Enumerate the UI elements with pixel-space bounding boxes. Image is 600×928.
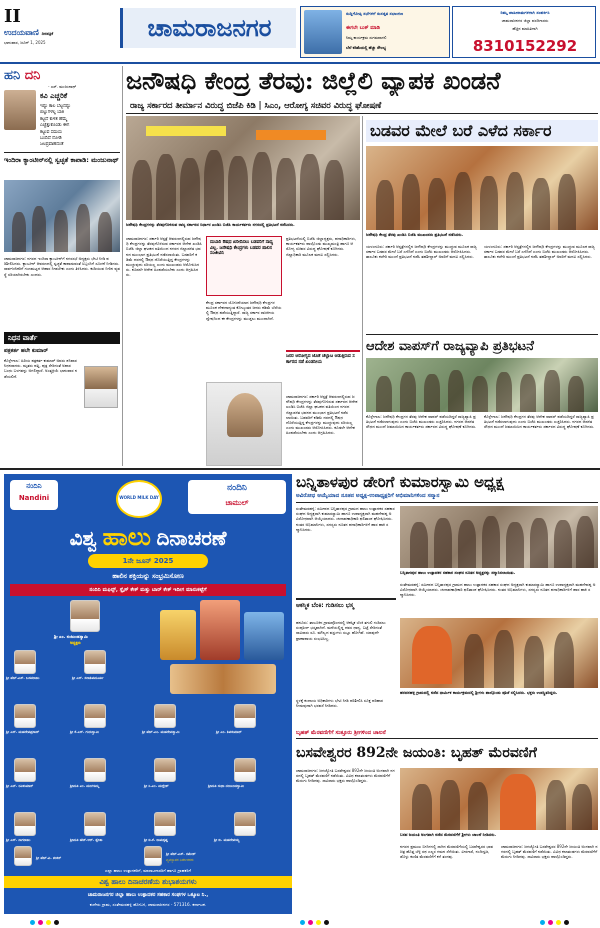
chamul-logo-sub: ಚಾಮುಲ್: [225, 499, 249, 507]
ad-wish-line: ಎಲ್ಲಾ ಹಾಲು ಉತ್ಪಾದಕರಿಗೆ, ಮಾರಾಟಗಾರರಿಗೆ ಹಾಗೂ ಗ್ರಾಹಕರಿಗೆ: [104, 868, 192, 873]
obit-name: ಪತ್ರಕರ್ತ ಹಲೇ ಕುಮಾರ್: [4, 348, 49, 354]
badge-text: WORLD MILK DAY: [119, 495, 159, 500]
lead-subheadline: ರಾಜ್ಯ ಸರ್ಕಾರದ ತೀರ್ಮಾನ ವಿರುದ್ಧ ಬಿಜೆಪಿ ಕಿಡಿ | ಸಿಎಂ, ಆರೋಗ್ಯ ಸಚಿವರ ವಿರುದ್ಧ ಘೋಷಣೆ: [126, 98, 598, 112]
md-name: ಶ್ರೀ ಹೆಚ್.ಎಸ್. ರಮೇಶ್: [166, 852, 196, 856]
ad-contact-sub: ಚಾಮರಾಜನಗರ ಜಿಲ್ಲಾ ವರದಿಗಾರರು: [501, 18, 549, 23]
paper-name: ಉದಯವಾಣಿ: [4, 28, 39, 37]
chamul-logo: [188, 480, 286, 514]
story4-subheadline: ಅವಿರೋಧ ಆಯ್ಕೆಯಾದ ನೂತನ ಅಧ್ಯಕ್ಷ-ಉಪಾಧ್ಯಕ್ಷರಿಗೆ ಅಭಿಮಾನಿಗಳಿಂದ ಸನ್ಮಾನ: [296, 493, 440, 499]
story2-caption: ಜನೌಷಧಿ ಕೇಂದ್ರ ತೆರವು ಖಂಡಿಸಿ ಬಿಜೆಪಿ ಮುಖಂಡರು ಪ್ರತಿಭಟನೆ ನಡೆಸಿದರು.: [366, 232, 464, 237]
director-name: ಶ್ರೀ ಎಸ್. ಸದಾಶಿವಮೂರ್ತಿ: [72, 676, 104, 680]
sidebar-rule: [4, 152, 120, 153]
director-portrait: [14, 758, 36, 782]
paper-logo: [4, 28, 53, 38]
director-name: ಶ್ರೀಮತಿ ಹೆಚ್.ಆರ್. ಶ್ವೇತಾ: [70, 838, 103, 842]
ad-contact-name: ಹೆಚ್ಚಿನ ಮಾಹಿತಿಗಾಗಿ: [512, 26, 538, 31]
story4-photo-caption: ಹರದನಹಳ್ಳಿ ಗ್ರಾಮದಲ್ಲಿ ನಡೆದ ಧಾರ್ಮಿಕ ಕಾರ್ಯಕ್ರಮದಲ್ಲಿ ಶ್ರೀಗಳು ಪಾಲ್ಗೊಂಡು ಪೂಜೆ ಸಲ್ಲಿಸಿದರು. ಭಕ್ತರು ಉಪಸ್ಥಿತರಿದ್ದರು.: [400, 690, 558, 695]
ad-hall-foot: ಬೆಲೆ ಕಡಿಮೆಯಲ್ಲಿ ಹೆಚ್ಚು ಸೌಲಭ್ಯ: [346, 45, 386, 50]
poem-line: ಕಟ್ಟುವ ಸಮಯ: [40, 129, 62, 135]
director-name: ಶ್ರೀ ಹೆಚ್.ಪಿ. ಶಂಕರ್: [36, 856, 62, 860]
sidebar-byline: - ಎಸ್. ಮಂಜುನಾಥ್: [48, 84, 77, 89]
director-name: ಶ್ರೀ ಡಿ.ಕೆ. ರಾಮಕೃಷ್ಣ: [144, 838, 168, 842]
sidebar-poet-photo: [4, 90, 36, 130]
ad-hall-line: ನಿಮ್ಮ ಕಾರ್ಯಕ್ರಮ ಸುಗಮವಾಗಲಿ: [346, 35, 387, 40]
lead-col-right: ಪ್ರತಿಭಟನೆಯಲ್ಲಿ ಬಿಜೆಪಿ ಜಿಲ್ಲಾಧ್ಯಕ್ಷರು, ಪದಾಧಿಕಾರಿಗಳು, ಕಾರ್ಯಕರ್ತರು ಪಾಲ್ಗೊಂಡು ಮುಖ್ಯಮಂತ್ರಿ ಹಾಗೂ ಆರೋಗ್ಯ ಸಚಿವರ ವಿರುದ್ಧ ಘೋಷಣೆ ಕೂಗಿದರು. ಜಿಲ್ಲಾಧಿಕಾರಿ ಮೂಲಕ ಮನವಿ ಸಲ್ಲಿಸಿದರು.: [286, 236, 357, 257]
director-name: ಶ್ರೀ ಸಿ.ಎಂ. ಮಲ್ಲೇಶ್: [144, 784, 169, 788]
director-portrait: [154, 704, 176, 728]
story5-label-line: ಬೃಹತ್ ಮೆರವಣಿಗೆಗೆ ಸುತ್ತೂರು ಶ್ರೀಗಳಿಂದ ಚಾಲನೆ: [296, 730, 386, 736]
story4-caption: ಬನ್ನಿತಾಳಪುರ ಹಾಲು ಉತ್ಪಾದಕರ ಸಹಕಾರ ಸಂಘದ ನೂತನ ಅಧ್ಯಕ್ಷರನ್ನು ಸನ್ಮಾನಿಸಲಾಯಿತು.: [400, 570, 516, 575]
poem-line: ಬಿಲ್ಲುಗಳೆಲ್ಲ ಬಾಕಿ: [40, 110, 64, 116]
ad-products: [160, 600, 286, 696]
story5-body-3: ಚಾಮರಾಜನಗರ: ಜಗಜ್ಯೋತಿ ಬಸವೇಶ್ವರರ 892ನೇ ಜಯಂತಿ ಅಂಗವಾಗಿ ನಗರದಲ್ಲಿ ಬೃಹತ್ ಮೆರವಣಿಗೆ ನಡೆಯಿತು. ವಿವಿಧ ಕಲಾತಂಡಗಳು ಮೆರವಣಿಗೆಗೆ ಮೆರುಗು ನೀಡಿದವು. ಸಾವಿರಾರು ಭಕ್ತರು ಪಾಲ್ಗೊಂಡಿದ್ದರು.: [501, 844, 598, 860]
story5-body-2: ನಗರದ ಪ್ರಮುಖ ಬೀದಿಗಳಲ್ಲಿ ಸಾಗಿದ ಮೆರವಣಿಗೆಯಲ್ಲಿ ಬಸವೇಶ್ವರರ ಭಾವಚಿತ್ರ ಹೊತ್ತ ಬೆಳ್ಳಿ ರಥ ಎಲ್ಲರ ಗಮನ ಸೆಳೆಯಿತು. ವೀರಗಾಸೆ, ನಂದಿಧ್ವಜ, ಡೊಳ್ಳು ಕುಣಿತ ಮೆರವಣಿಗೆಗೆ ಕಳೆ ತಂದವು.: [400, 844, 494, 860]
director-name: ಶ್ರೀ ಬಿ. ಮಹದೇವಯ್ಯ: [214, 838, 240, 842]
director-name: ಶ್ರೀ ಎಂ. ಶಿವಕುಮಾರ್: [216, 730, 242, 734]
lead-inset-photo: [206, 382, 282, 466]
lead-quote-2: ಜನರ ಆರೋಗ್ಯದ ಜೊತೆ ಚೆಲ್ಲಾಟ ಆಡುತ್ತಿರುವ ಸರ್ಕಾರದ ನಡೆ ಖಂಡನೀಯ: [286, 354, 355, 365]
ad-footer-2: ಕುದೇರು ಗ್ರಾಮ, ಸಂತೇಮರಹಳ್ಳಿ ಹೋಬಳಿ, ಚಾಮರಾಜನಗರ - 571316. ಕರ್ನಾಟಕ.: [89, 902, 207, 907]
edition-title: ಚಾಮರಾಜನಗರ: [120, 8, 296, 48]
side-story-body: ಹನೂರು: ತಾಲೂಕಿನ ಗ್ರಾಮವೊಂದರಲ್ಲಿ ಆಕಸ್ಮಿಕ ಬೆಂಕಿ ತಗುಲಿ ಗುಡಿಸಲು ಸಂಪೂರ್ಣ ಭಸ್ಮವಾಗಿದೆ. ಮನೆಯಲ್ಲಿದ್ದ ದವಸ ಧಾನ್ಯ, ಬಟ್ಟೆ ಸೇರಿದಂತೆ ಸಾವಿರಾರು ರೂ. ಮೌಲ್ಯದ ವಸ್ತುಗಳು ಸುಟ್ಟು ಹೋಗಿವೆ. ಯಾವುದೇ ಪ್ರಾಣಾಪಾಯ ಸಂಭವಿಸಿಲ್ಲ.: [296, 620, 386, 641]
director-name: ಶ್ರೀ ಹೆಚ್.ಎಂ. ಮಹದೇವಸ್ವಾಮಿ: [142, 730, 180, 734]
director-portrait: [234, 758, 256, 782]
director-name: ಶ್ರೀ ಎಸ್. ನಾಗರಾಜು: [6, 838, 31, 842]
md-portrait: [144, 846, 162, 866]
story5-caption: ಬಸವ ಜಯಂತಿ ಅಂಗವಾಗಿ ನಡೆದ ಮೆರವಣಿಗೆಗೆ ಶ್ರೀಗಳು ಚಾಲನೆ ನೀಡಿದರು.: [400, 832, 497, 837]
poem: [40, 104, 120, 149]
print-marks: [0, 918, 600, 926]
lead-headline: ಜನೌಷಧಿ ಕೇಂದ್ರ ತೆರವು: ಜಿಲ್ಲೆಲಿ ವ್ಯಾಪಕ ಖಂಡನೆ: [126, 66, 501, 95]
edition-tag: ದಿನಪತ್ರಿಕೆ: [41, 31, 54, 36]
nandini-ad[interactable]: [4, 474, 292, 914]
story5-body: ಚಾಮರಾಜನಗರ: ಜಗಜ್ಯೋತಿ ಬಸವೇಶ್ವರರ 892ನೇ ಜಯಂತಿ ಅಂಗವಾಗಿ ನಗರದಲ್ಲಿ ಬೃಹತ್ ಮೆರವಣಿಗೆ ನಡೆಯಿತು. ವಿವಿಧ ಕಲಾತಂಡಗಳು ಮೆರವಣಿಗೆಗೆ ಮೆರುಗು ನೀಡಿದವು. ಸಾವಿರಾರು ಭಕ್ತರು ಪಾಲ್ಗೊಂಡಿದ್ದರು.: [296, 768, 395, 784]
lead-col-mid: ಕೇಂದ್ರ ಸರ್ಕಾರದ ಯೋಜನೆಯಾದ ಜನೌಷಧಿ ಕೇಂದ್ರಗಳ ಮೂಲಕ ದೇಶದಾದ್ಯಂತ ಕೋಟ್ಯಂತರ ಜನರು ಕಡಿಮೆ ಬೆಲೆಯಲ್ಲಿ ಔಷಧ ಪಡೆಯುತ್ತಿದ್ದಾರೆ. ರಾಜ್ಯ ಸರ್ಕಾರ ರಾಜಕೀಯ ದ್ವೇಷದಿಂದ ಈ ಕೇಂದ್ರಗಳನ್ನು ಮುಚ್ಚಲು ಮುಂದಾಗಿದೆ.: [206, 300, 282, 321]
story5-photo: [400, 768, 598, 830]
director-portrait: [234, 812, 256, 836]
chamul-logo-name: ನಂದಿನಿ: [227, 483, 247, 493]
poem-line: ಇಷ್ಟು ಕಾಲ ಬೆಟ್ಟದಷ್ಟು: [40, 104, 71, 109]
masthead-ad-hall[interactable]: [300, 6, 450, 58]
nandini-logo-kn: ನಂದಿನಿ: [26, 482, 42, 490]
sidebar-brand-b: ದನಿ: [24, 68, 41, 83]
story5-headline: ಬಸವೇಶ್ವರರ 892ನೇ ಜಯಂತಿ: ಬೃಹತ್ ಮೆರವಣಿಗೆ: [296, 745, 537, 761]
masthead-ad-contact[interactable]: [452, 6, 596, 58]
story3-headline: ಆದೇಶ ವಾಪಸ್‌ಗೆ ರಾಜ್ಯವ್ಯಾಪಿ ಪ್ರತಿಭಟನೆ: [366, 339, 534, 354]
lead-quote-1: ದುಬಾರಿ ಔಷಧ ಖರೀದಿಸಲು ಬಡವರಿಗೆ ಸಾಧ್ಯವಿಲ್ಲ. ಜನೌಷಧಿ ಕೇಂದ್ರಗಳು ಬಡವರ ಪಾಲಿನ ಸಂಜೀವಿನಿ: [210, 240, 274, 257]
poem-line: ಎಚ್ಚೆತ್ತುಕೊಂಡು ಈಗ: [40, 123, 70, 129]
story4-headline: ಬನ್ನಿತಾಳಪುರ ಡೇರಿಗೆ ಕುಮಾರಸ್ವಾಮಿ ಅಧ್ಯಕ್ಷ: [296, 473, 504, 491]
story3-body-col2: ಕೊಳ್ಳೇಗಾಲ: ಜನೌಷಧಿ ಕೇಂದ್ರಗಳ ತೆರವು ಆದೇಶ ವಾಪಸ್ ಪಡೆಯದಿದ್ದರೆ ರಾಜ್ಯವ್ಯಾಪಿ ಪ್ರತಿಭಟನೆ ನಡೆಸಲಾಗುವುದು ಎಂದು ಬಿಜೆಪಿ ಮುಖಂಡರು ಎಚ್ಚರಿಸಿದರು. ನಗರದ ಆಡಳಿತ ಸೌಧದ ಮುಂದೆ ಜಮಾಯಿಸಿದ ಕಾರ್ಯಕರ್ತರು ಸರ್ಕಾರದ ವಿರುದ್ಧ ಘೋಷಣೆ ಕೂಗಿದರು.: [484, 414, 595, 430]
date-line: ಭಾನುವಾರ, ಜೂನ್ 1, 2025: [4, 40, 46, 45]
director-name: ಶ್ರೀ ಹೆಚ್.ಎಸ್. ಬಸವರಾಜು: [6, 676, 40, 680]
chief-title: ಅಧ್ಯಕ್ಷರು: [70, 640, 81, 645]
side-story-headline: ಆಕಸ್ಮಿಕ ಬೆಂಕಿ: ಗುಡಿಸಲು ಭಸ್ಮ: [296, 602, 354, 609]
story2-divider: [362, 116, 363, 466]
lead-body: ಚಾಮರಾಜನಗರ: ಸರ್ಕಾರಿ ಆಸ್ಪತ್ರೆ ಆವರಣದಲ್ಲಿರುವ ಜನೌಷಧಿ ಕೇಂದ್ರಗಳನ್ನು ತೆರವುಗೊಳಿಸುವ ಸರ್ಕಾರದ ಆದೇಶ ಖಂಡಿಸಿ ಬಿಜೆಪಿ ಜಿಲ್ಲಾ ಘಟಕದ ವತಿಯಿಂದ ನಗರದ ಜಿಲ್ಲಾಡಳಿತ ಭವನದ ಮುಂಭಾಗ ಪ್ರತಿಭಟನೆ ನಡೆಸಲಾಯಿತು. ಬಡವರಿಗೆ ಕಡಿಮೆ ದರದಲ್ಲಿ ಔಷಧ ದೊರೆಯುತ್ತಿದ್ದ ಕೇಂದ್ರಗಳನ್ನು ಮುಚ್ಚುವುದು ಸರಿಯಲ್ಲ ಎಂದು ಮುಖಂಡರು ಆರೋಪಿಸಿದರು. ಕೂಡಲೇ ಆದೇಶ ಹಿಂಪಡೆಯಬೇಕು ಎಂದು ಆಗ್ರಹಿಸಿದರು.: [126, 236, 202, 278]
ad-hall-image: [304, 10, 342, 54]
sidebar-brand: [4, 68, 40, 83]
poem-line: ಜಲಪ್ರವಾಹದಂತೆ: [40, 142, 64, 148]
director-portrait: [84, 758, 106, 782]
poem-line: ಕಟ್ಟದೆ ಕುಳಿತ ಹೆಮ್ಮೆ: [40, 116, 68, 122]
story3-body: ಕೊಳ್ಳೇಗಾಲ: ಜನೌಷಧಿ ಕೇಂದ್ರಗಳ ತೆರವು ಆದೇಶ ವಾಪಸ್ ಪಡೆಯದಿದ್ದರೆ ರಾಜ್ಯವ್ಯಾಪಿ ಪ್ರತಿಭಟನೆ ನಡೆಸಲಾಗುವುದು ಎಂದು ಬಿಜೆಪಿ ಮುಖಂಡರು ಎಚ್ಚರಿಸಿದರು. ನಗರದ ಆಡಳಿತ ಸೌಧದ ಮುಂದೆ ಜಮಾಯಿಸಿದ ಕಾರ್ಯಕರ್ತರು ಸರ್ಕಾರದ ವಿರುದ್ಧ ಘೋಷಣೆ ಕೂಗಿದರು.: [366, 414, 477, 430]
nandini-logo: [10, 480, 58, 510]
director-portrait: [14, 846, 32, 866]
lead-rule: [126, 113, 598, 114]
lead-quote-box: [206, 236, 282, 296]
poem-line: ಬಂದಿದೆ ನೋಡಿ: [40, 136, 62, 142]
director-portrait: [84, 650, 106, 674]
director-portrait: [84, 704, 106, 728]
section-rule: [0, 468, 600, 470]
side-story-body-2: ಸ್ಥಳಕ್ಕೆ ಕಂದಾಯ ಅಧಿಕಾರಿಗಳು ಭೇಟಿ ನೀಡಿ ಪರಿಶೀಲಿಸಿ ಸೂಕ್ತ ಪರಿಹಾರ ನೀಡುವುದಾಗಿ ಭರವಸೆ ನೀಡಿದರು.: [296, 698, 383, 709]
world-milk-day-badge: [116, 480, 162, 518]
director-name: ಶ್ರೀಮತಿ ಸುಧಾ ನಂಜುಂಡಸ್ವಾಮಿ: [208, 784, 244, 788]
ad-contact-top: ನಿಮ್ಮ ಜಾಹೀರಾತುಗಳಿಗಾಗಿ ಸಂಪರ್ಕಿಸಿ: [500, 10, 550, 15]
ad-title-b: ಹಾಲು: [102, 522, 151, 551]
story4-ceremony-photo: [400, 618, 598, 688]
ad-title-a: ವಿಶ್ವ: [69, 526, 98, 550]
lead-quote-box-2: [286, 350, 360, 390]
nandini-logo-en: Nandini: [18, 494, 50, 502]
lead-col-right-more: ಚಾಮರಾಜನಗರ: ಸರ್ಕಾರಿ ಆಸ್ಪತ್ರೆ ಆವರಣದಲ್ಲಿರುವ ಜನೌಷಧಿ ಕೇಂದ್ರಗಳನ್ನು ತೆರವುಗೊಳಿಸುವ ಸರ್ಕಾರದ ಆದೇಶ ಖಂಡಿಸಿ ಬಿಜೆಪಿ ಜಿಲ್ಲಾ ಘಟಕದ ವತಿಯಿಂದ ನಗರದ ಜಿಲ್ಲಾಡಳಿತ ಭವನದ ಮುಂಭಾಗ ಪ್ರತಿಭಟನೆ ನಡೆಸಲಾಯಿತು. ಬಡವರಿಗೆ ಕಡಿಮೆ ದರದಲ್ಲಿ ಔಷಧ ದೊರೆಯುತ್ತಿದ್ದ ಕೇಂದ್ರಗಳನ್ನು ಮುಚ್ಚುವುದು ಸರಿಯಲ್ಲ ಎಂದು ಮುಖಂಡರು ಆರೋಪಿಸಿದರು. ಕೂಡಲೇ ಆದೇಶ ಹಿಂಪಡೆಯಬೇಕು ಎಂದು ಆಗ್ರಹಿಸಿದರು.: [286, 394, 358, 436]
page-number: II: [4, 6, 21, 27]
obit-portrait: [84, 366, 118, 408]
md-title: ವ್ಯವಸ್ಥಾಪಕ ನಿರ್ದೇಶಕರು: [166, 858, 194, 862]
ad-tagline: ಹಾಲಿನ ಶಕ್ತಿಯನ್ನು ಸಂಭ್ರಮಿಸೋಣ: [112, 572, 184, 580]
story4-body: ಸಂತೇಮರಹಳ್ಳಿ: ಸಮೀಪದ ಬನ್ನಿತಾಳಪುರ ಗ್ರಾಮದ ಹಾಲು ಉತ್ಪಾದಕರ ಸಹಕಾರ ಸಂಘದ ಅಧ್ಯಕ್ಷರಾಗಿ ಕುಮಾರಸ್ವಾಮಿ ಹಾಗೂ ಉಪಾಧ್ಯಕ್ಷರಾಗಿ ಮಹದೇವಪ್ಪ ಅವಿರೋಧವಾಗಿ ಆಯ್ಕೆಯಾದರು. ಚುನಾವಣಾಧಿಕಾರಿ ಫಲಿತಾಂಶ ಘೋಷಿಸಿದರು. ನಂತರ ಅಭಿಮಾನಿಗಳು, ಸದಸ್ಯರು ನೂತನ ಪದಾಧಿಕಾರಿಗಳಿಗೆ ಹಾರ ಹಾಕಿ ಸನ್ಮಾನಿಸಿದರು.: [296, 506, 395, 532]
sidebar-story-photo: [4, 180, 120, 252]
chief-name: ಶ್ರೀ ಎಂ. ನಂಜುಂಡಸ್ವಾಮಿ: [54, 634, 89, 639]
sidebar-story-body: ಚಾಮರಾಜನಗರ: ನಗರದ ಇಂದಿರಾ ಕ್ಯಾಂಟೀನ್‌ಗೆ ನಗರಸಭೆ ಅಧ್ಯಕ್ಷರು ಭೇಟಿ ನೀಡಿ ಪರಿಶೀಲಿಸಿದರು. ಕ್ಯಾಂಟೀನ್ ಆವರಣದಲ್ಲಿ ಸ್ವಚ್ಛತೆ ಕಾಪಾಡುವಂತೆ ಸಿಬ್ಬಂದಿಗೆ ಸೂಚನೆ ನೀಡಿದರು. ಸಾರ್ವಜನಿಕರಿಗೆ ಗುಣಮಟ್ಟದ ಆಹಾರ ನೀಡಬೇಕು ಎಂದು ತಿಳಿಸಿದರು. ಕುಡಿಯುವ ನೀರಿನ ವ್ಯವಸ್ಥೆ ಸರಿಯಾಗಿರಬೇಕು ಎಂದರು.: [4, 256, 120, 277]
director-portrait: [154, 758, 176, 782]
story4-body-col2: ಸಂತೇಮರಹಳ್ಳಿ: ಸಮೀಪದ ಬನ್ನಿತಾಳಪುರ ಗ್ರಾಮದ ಹಾಲು ಉತ್ಪಾದಕರ ಸಹಕಾರ ಸಂಘದ ಅಧ್ಯಕ್ಷರಾಗಿ ಕುಮಾರಸ್ವಾಮಿ ಹಾಗೂ ಉಪಾಧ್ಯಕ್ಷರಾಗಿ ಮಹದೇವಪ್ಪ ಅವಿರೋಧವಾಗಿ ಆಯ್ಕೆಯಾದರು. ಚುನಾವಣಾಧಿಕಾರಿ ಫಲಿತಾಂಶ ಘೋಷಿಸಿದರು. ನಂತರ ಅಭಿಮಾನಿಗಳು, ಸದಸ್ಯರು ನೂತನ ಪದಾಧಿಕಾರಿಗಳಿಗೆ ಹಾರ ಹಾಕಿ ಸನ್ಮಾನಿಸಿದರು.: [400, 582, 596, 598]
chief-portrait: [70, 600, 100, 632]
director-name: ಶ್ರೀ ಎನ್. ರವಿಕುಮಾರ್: [6, 784, 34, 788]
lead-caption: ಜನೌಷಧಿ ಕೇಂದ್ರಗಳನ್ನು ತೆರವುಗೊಳಿಸುವ ರಾಜ್ಯ ಸರ್ಕಾರದ ನಿರ್ಧಾರ ಖಂಡಿಸಿ ಬಿಜೆಪಿ ಕಾರ್ಯಕರ್ತರು ನಗರದಲ್ಲಿ ಪ್ರತಿಭಟನೆ ನಡೆಸಿದರು.: [126, 222, 295, 227]
director-portrait: [234, 704, 256, 728]
masthead-rule: [0, 62, 600, 64]
obit-body: ಕೊಳ್ಳೇಗಾಲ: ಹಿರಿಯ ಪತ್ರಕರ್ತ ಕುಮಾರ್ ಅವರು ಶನಿವಾರ ನಿಧನರಾದರು. ಮೃತರು ಪತ್ನಿ, ಪುತ್ರ ಸೇರಿದಂತೆ ಅಪಾರ ಬಂಧು ಬಳಗವನ್ನು ಅಗಲಿದ್ದಾರೆ. ಅಂತ್ಯಕ್ರಿಯೆ ಭಾನುವಾರ ನಡೆಯಲಿದೆ.: [4, 358, 78, 379]
story5-rule: [296, 738, 598, 739]
obit-header: ನಿಧನ ವಾರ್ತೆ: [4, 332, 120, 344]
ad-hall-top: ಸುದ್ದಿಗೋಷ್ಠಿ ಸಭೆಗಳಿಗೆ ಸುಸಜ್ಜಿತ ಸಭಾಂಗಣ: [346, 11, 404, 16]
story2-headline: ಬಡವರ ಮೇಲೆ ಬರೆ ಎಳೆದ ಸರ್ಕಾರ: [366, 120, 598, 142]
director-portrait: [154, 812, 176, 836]
story4-photo: [400, 506, 598, 568]
director-name: ಶ್ರೀ ಎಸ್. ಮಹದೇವಪ್ರಸಾದ್: [6, 730, 40, 734]
ad-footer-1: ಚಾಮರಾಜನಗರ ಜಿಲ್ಲಾ ಹಾಲು ಉತ್ಪಾದಕರ ಸಹಕಾರ ಸಂಘಗಳ ಒಕ್ಕೂಟ ನಿ.,: [87, 892, 209, 898]
story2-body: ಯಳಂದೂರು: ಸರ್ಕಾರಿ ಆಸ್ಪತ್ರೆಗಳಲ್ಲಿನ ಜನೌಷಧಿ ಕೇಂದ್ರಗಳನ್ನು ಮುಚ್ಚುವ ಮೂಲಕ ರಾಜ್ಯ ಸರ್ಕಾರ ಬಡವರ ಮೇಲೆ ಬರೆ ಎಳೆದಿದೆ ಎಂದು ಬಿಜೆಪಿ ಮುಖಂಡರು ಆರೋಪಿಸಿದರು. ತಾಲೂಕು ಕಚೇರಿ ಮುಂದೆ ಪ್ರತಿಭಟನೆ ನಡೆಸಿ ತಹಶೀಲ್ದಾರ್ ಅವರಿಗೆ ಮನವಿ ಸಲ್ಲಿಸಿದರು.: [366, 244, 477, 260]
story2-photo: [366, 146, 598, 230]
director-portrait: [14, 704, 36, 728]
ad-wish: ವಿಶ್ವ ಹಾಲು ದಿನಾಚರಣೆಯ ಶುಭಾಶಯಗಳು: [4, 876, 292, 888]
director-portrait: [14, 650, 36, 674]
ad-title-c: ದಿನಾಚರಣೆ: [156, 526, 227, 550]
poem-title: ಕವಿ ಎಚ್ಚರಿಕೆ: [40, 92, 68, 100]
ad-date: 1ನೇ ಜೂನ್ 2025: [88, 554, 208, 568]
director-name: ಶ್ರೀಮತಿ ಎಂ. ಮಂಗಳಮ್ಮ: [70, 784, 100, 788]
lead-photo: [126, 116, 360, 220]
ad-title: [4, 522, 292, 551]
sidebar-story-headline: ಇಂದಿರಾ ಕ್ಯಾಂಟೀನ್‌ನಲ್ಲಿ ಸ್ವಚ್ಛತೆ ಕಾಪಾಡಿ: ಮಂಜುನಾಥ್: [4, 156, 119, 164]
sidebar-divider: [122, 66, 123, 466]
story3-rule: [366, 334, 598, 335]
ad-contact-phone[interactable]: 8310152292: [472, 37, 578, 55]
ad-hall-tag: ಈಗಲೇ ಬುಕ್ ಮಾಡಿ: [346, 25, 380, 31]
story3-photo: [366, 358, 598, 412]
director-portrait: [14, 812, 36, 836]
sidebar-brand-a: ಹನಿ: [4, 68, 21, 83]
director-portrait: [84, 812, 106, 836]
story4-rule: [296, 502, 598, 503]
story2-body-col2: ಯಳಂದೂರು: ಸರ್ಕಾರಿ ಆಸ್ಪತ್ರೆಗಳಲ್ಲಿನ ಜನೌಷಧಿ ಕೇಂದ್ರಗಳನ್ನು ಮುಚ್ಚುವ ಮೂಲಕ ರಾಜ್ಯ ಸರ್ಕಾರ ಬಡವರ ಮೇಲೆ ಬರೆ ಎಳೆದಿದೆ ಎಂದು ಬಿಜೆಪಿ ಮುಖಂಡರು ಆರೋಪಿಸಿದರು. ತಾಲೂಕು ಕಚೇರಿ ಮುಂದೆ ಪ್ರತಿಭಟನೆ ನಡೆಸಿ ತಹಶೀಲ್ದಾರ್ ಅವರಿಗೆ ಮನವಿ ಸಲ್ಲಿಸಿದರು.: [484, 244, 595, 260]
ad-product-line: ನಂದಿನಿ ಮಫಿನ್ಸ್, ಸ್ಲೈಸ್ ಕೇಕ್ ಮತ್ತು ಬಾರ್ ಕೇಕ್ ಇದೀಗ ಮಾರುಕಟ್ಟೆಗೆ: [10, 584, 286, 596]
director-name: ಶ್ರೀ ಕೆ.ಎಸ್. ಗುರುಸ್ವಾಮಿ: [70, 730, 99, 734]
